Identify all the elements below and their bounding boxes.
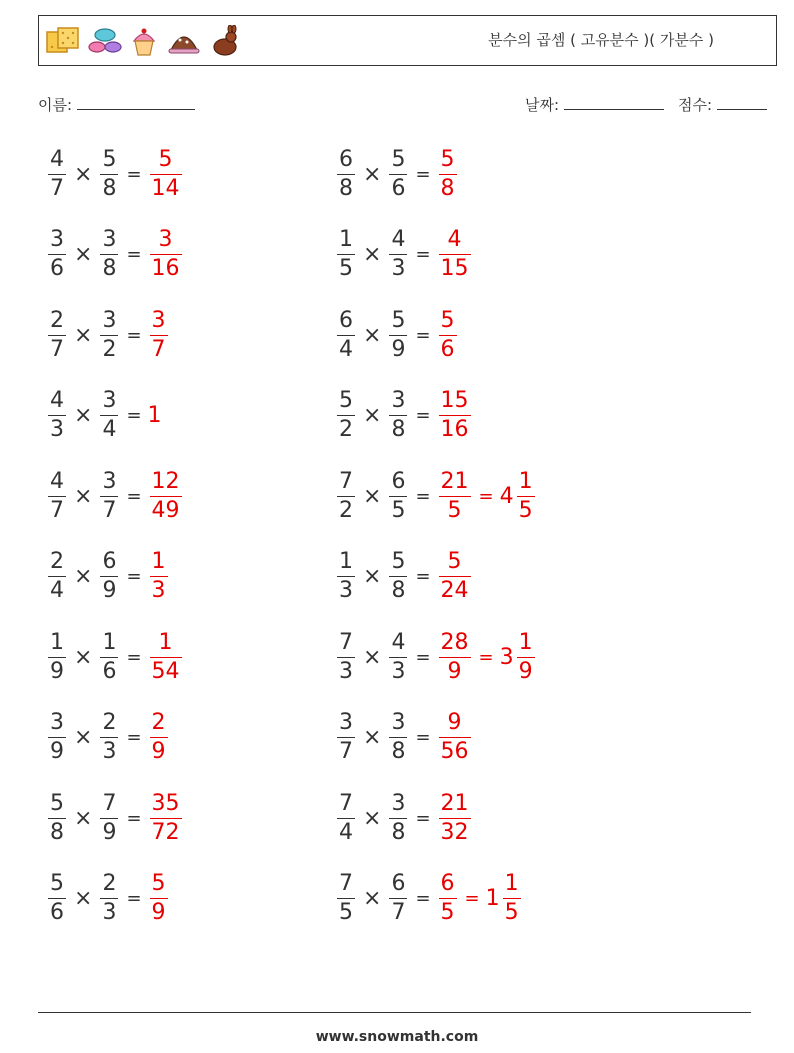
answer-fraction — [150, 146, 182, 201]
footer-url: www.snowmath.com — [315, 1029, 479, 1045]
mixed-fraction — [517, 468, 535, 523]
problem — [335, 785, 473, 851]
answer — [148, 873, 170, 924]
problem — [46, 383, 163, 449]
mixed-fraction — [503, 873, 521, 924]
second-fraction — [100, 390, 118, 441]
problem — [335, 624, 537, 690]
second-fraction-denominator: 8 — [391, 739, 406, 764]
answer — [148, 712, 170, 763]
answer-fraction-numerator: 1 — [151, 549, 166, 574]
date-label: 날짜: — [525, 96, 560, 114]
second-fraction-numerator: 5 — [102, 146, 117, 172]
first-fraction-denominator: 4 — [339, 819, 353, 845]
answer-fraction-denominator: 56 — [440, 739, 469, 764]
first-fraction-denominator: 9 — [50, 658, 64, 684]
header-box — [38, 15, 777, 66]
score-label: 점수: — [678, 96, 713, 114]
first-fraction-denominator: 5 — [339, 900, 353, 925]
second-fraction-numerator: 3 — [102, 227, 117, 252]
answer — [437, 146, 459, 201]
first-fraction — [337, 551, 355, 602]
first-fraction-denominator: 6 — [50, 256, 64, 281]
first-fraction-numerator: 1 — [339, 227, 353, 252]
answer-fraction — [439, 146, 457, 201]
first-fraction-numerator: 5 — [339, 388, 353, 413]
equals-sign: = — [126, 566, 142, 587]
first-fraction-denominator: 7 — [339, 739, 353, 764]
mixed-fraction-numerator: 1 — [504, 871, 519, 896]
answer — [437, 468, 537, 523]
second-fraction-denominator: 8 — [102, 175, 117, 201]
times-sign: × — [74, 242, 93, 267]
second-fraction-denominator: 3 — [102, 739, 117, 764]
first-fraction-numerator: 5 — [50, 790, 64, 816]
second-fraction-numerator: 6 — [102, 549, 117, 574]
first-fraction — [337, 307, 355, 362]
equals-sign: = — [415, 807, 431, 829]
first-fraction — [48, 712, 66, 763]
answer-fraction-denominator: 14 — [151, 175, 180, 201]
second-fraction-numerator: 6 — [391, 468, 406, 494]
first-fraction-denominator: 6 — [50, 900, 64, 925]
answer-fraction-denominator: 9 — [151, 739, 166, 764]
first-fraction — [337, 390, 355, 441]
first-fraction — [48, 390, 66, 441]
answer-fraction-denominator: 54 — [151, 658, 180, 684]
answer-fraction-denominator: 24 — [440, 578, 469, 603]
icon-strip — [45, 22, 241, 60]
equals-sign: = — [126, 727, 142, 748]
equals-sign: = — [126, 807, 142, 829]
chocolate-bunny-icon — [209, 25, 241, 57]
second-fraction-numerator: 7 — [102, 790, 117, 816]
mixed-fraction-denominator: 5 — [504, 900, 519, 925]
first-fraction-denominator: 8 — [50, 819, 64, 845]
second-fraction-denominator: 7 — [391, 900, 406, 925]
answer-fraction-numerator: 5 — [440, 146, 455, 172]
times-sign: × — [74, 161, 93, 187]
problem — [335, 302, 459, 368]
answer-fraction-numerator: 6 — [440, 871, 455, 896]
second-fraction-denominator: 7 — [102, 497, 117, 523]
equals-sign: = — [415, 727, 431, 748]
equals-sign: = — [126, 485, 142, 507]
answer — [437, 390, 473, 441]
second-fraction-denominator: 9 — [102, 578, 117, 603]
problem — [46, 624, 184, 690]
equals-sign: = — [126, 646, 142, 668]
problem — [46, 544, 170, 610]
times-sign: × — [74, 483, 93, 509]
equals-sign: = — [415, 163, 431, 185]
answer-fraction — [150, 229, 182, 280]
equals-sign: = — [415, 888, 431, 909]
answer-fraction-denominator: 72 — [151, 819, 180, 845]
answer — [437, 307, 459, 362]
answer-fraction-numerator: 28 — [440, 629, 469, 655]
first-fraction — [48, 146, 66, 201]
first-fraction — [48, 790, 66, 845]
answer-fraction-numerator: 5 — [447, 549, 462, 574]
second-fraction-numerator: 3 — [391, 388, 406, 413]
answer-fraction-numerator: 5 — [158, 146, 173, 172]
problem — [335, 463, 537, 529]
answer-equals-sign: = — [478, 646, 494, 668]
answer-fraction-denominator: 6 — [440, 336, 455, 362]
first-fraction-numerator: 1 — [339, 549, 353, 574]
first-fraction-numerator: 2 — [50, 549, 64, 574]
first-fraction-numerator: 3 — [339, 710, 353, 735]
second-fraction-denominator: 8 — [102, 256, 117, 281]
answer-fraction-numerator: 15 — [440, 388, 469, 413]
mixed-fraction-denominator: 5 — [518, 497, 533, 523]
first-fraction — [337, 229, 355, 280]
times-sign: × — [363, 644, 382, 670]
second-fraction — [389, 390, 407, 441]
second-fraction — [389, 146, 407, 201]
times-sign: × — [363, 805, 382, 831]
times-sign: × — [74, 322, 93, 348]
first-fraction — [337, 712, 355, 763]
second-fraction-denominator: 3 — [391, 256, 406, 281]
footer-divider — [38, 1012, 751, 1013]
equals-sign: = — [415, 566, 431, 587]
answer — [437, 229, 473, 280]
equals-sign: = — [415, 405, 431, 426]
second-fraction-denominator: 2 — [102, 336, 117, 362]
second-fraction-numerator: 3 — [102, 388, 117, 413]
problem — [46, 302, 170, 368]
second-fraction-numerator: 4 — [391, 629, 406, 655]
first-fraction — [337, 790, 355, 845]
second-fraction-numerator: 3 — [391, 710, 406, 735]
times-sign: × — [363, 322, 382, 348]
answer-fraction-denominator: 7 — [151, 336, 166, 362]
second-fraction-numerator: 5 — [391, 549, 406, 574]
second-fraction-denominator: 9 — [102, 819, 117, 845]
answer-fraction-numerator: 1 — [158, 629, 173, 655]
first-fraction-denominator: 5 — [339, 256, 353, 281]
answer-whole: 1 — [147, 403, 162, 428]
first-fraction-numerator: 4 — [50, 388, 64, 413]
answer — [148, 629, 184, 684]
answer-fraction-numerator: 3 — [158, 227, 173, 252]
first-fraction-numerator: 7 — [339, 871, 353, 896]
first-fraction-numerator: 7 — [339, 790, 353, 816]
problem — [335, 383, 473, 449]
answer-fraction-numerator: 9 — [447, 710, 462, 735]
second-fraction — [389, 307, 407, 362]
date-blank[interactable] — [564, 95, 664, 110]
answer-fraction-denominator: 8 — [440, 175, 455, 201]
times-sign: × — [74, 564, 93, 589]
times-sign: × — [363, 483, 382, 509]
second-fraction — [389, 790, 407, 845]
answer-fraction — [439, 712, 471, 763]
answer-fraction-numerator: 5 — [440, 307, 455, 333]
first-fraction-numerator: 5 — [50, 871, 64, 896]
problem — [46, 141, 184, 207]
cake-icon — [166, 26, 202, 56]
first-fraction-denominator: 7 — [50, 175, 64, 201]
answer-fraction-numerator: 21 — [440, 468, 469, 494]
equals-sign: = — [126, 244, 142, 265]
answer — [148, 307, 170, 362]
second-fraction-denominator: 6 — [391, 175, 406, 201]
equals-sign: = — [126, 163, 142, 185]
answer-fraction — [150, 629, 182, 684]
second-fraction-numerator: 5 — [391, 146, 406, 172]
second-fraction — [389, 551, 407, 602]
second-fraction — [100, 229, 118, 280]
answer-equals-sign: = — [464, 888, 480, 909]
answer-fraction — [150, 307, 168, 362]
first-fraction — [337, 146, 355, 201]
answer-fraction-denominator: 15 — [440, 256, 469, 281]
first-fraction-denominator: 2 — [339, 417, 353, 442]
first-fraction-denominator: 2 — [339, 497, 353, 523]
answer-fraction-denominator: 5 — [440, 900, 455, 925]
first-fraction-numerator: 1 — [50, 629, 64, 655]
second-fraction-denominator: 8 — [391, 417, 406, 442]
date-field — [525, 94, 664, 115]
first-fraction-denominator: 7 — [50, 336, 64, 362]
second-fraction-numerator: 5 — [391, 307, 406, 333]
second-fraction-numerator: 3 — [102, 307, 117, 333]
answer-fraction-numerator: 3 — [151, 307, 166, 333]
problem — [46, 222, 184, 288]
answer — [148, 468, 184, 523]
second-fraction — [389, 229, 407, 280]
second-fraction-denominator: 8 — [391, 819, 406, 845]
problem — [335, 544, 473, 610]
first-fraction — [337, 629, 355, 684]
equals-sign: = — [415, 324, 431, 346]
times-sign: × — [74, 805, 93, 831]
macaron-icon — [88, 26, 122, 56]
second-fraction-numerator: 3 — [391, 790, 406, 816]
times-sign: × — [74, 725, 93, 750]
answer-fraction — [150, 712, 168, 763]
first-fraction — [48, 873, 66, 924]
score-field — [678, 94, 767, 115]
answer-fraction-numerator: 2 — [151, 710, 166, 735]
times-sign: × — [363, 403, 382, 428]
second-fraction-denominator: 5 — [391, 497, 406, 523]
answer-fraction — [150, 551, 168, 602]
answer — [148, 146, 184, 201]
equals-sign: = — [126, 405, 142, 426]
times-sign: × — [363, 161, 382, 187]
answer — [148, 229, 184, 280]
first-fraction-denominator: 7 — [50, 497, 64, 523]
problem — [46, 463, 184, 529]
problem — [335, 866, 523, 932]
first-fraction-numerator: 3 — [50, 710, 64, 735]
answer-fraction-denominator: 49 — [151, 497, 180, 523]
answer-fraction-denominator: 9 — [151, 900, 166, 925]
mixed-fraction-numerator: 1 — [518, 629, 533, 655]
answer-fraction-denominator: 16 — [151, 256, 180, 281]
times-sign: × — [74, 403, 93, 428]
second-fraction — [100, 790, 118, 845]
answer-fraction — [150, 873, 168, 924]
times-sign: × — [363, 242, 382, 267]
equals-sign: = — [126, 888, 142, 909]
answer — [148, 551, 170, 602]
first-fraction-denominator: 3 — [339, 578, 353, 603]
times-sign: × — [74, 886, 93, 911]
answer-fraction — [439, 390, 471, 441]
answer — [148, 403, 163, 428]
first-fraction — [48, 307, 66, 362]
answer — [437, 629, 537, 684]
answer-fraction-numerator: 21 — [440, 790, 469, 816]
second-fraction — [100, 629, 118, 684]
second-fraction — [389, 468, 407, 523]
times-sign: × — [363, 564, 382, 589]
second-fraction — [100, 551, 118, 602]
second-fraction — [100, 873, 118, 924]
answer — [437, 790, 473, 845]
first-fraction-numerator: 7 — [339, 629, 353, 655]
times-sign: × — [363, 886, 382, 911]
answer-fraction — [439, 629, 471, 684]
first-fraction-denominator: 4 — [339, 336, 353, 362]
second-fraction-numerator: 3 — [102, 468, 117, 494]
answer-fraction-denominator: 9 — [439, 657, 471, 683]
answer-fraction-numerator: 12 — [151, 468, 180, 494]
first-fraction-denominator: 8 — [339, 175, 353, 201]
first-fraction-numerator: 6 — [339, 146, 353, 172]
answer-fraction-numerator: 35 — [151, 790, 180, 816]
answer-fraction — [439, 551, 471, 602]
second-fraction-denominator: 3 — [102, 900, 117, 925]
second-fraction — [100, 146, 118, 201]
answer-fraction — [150, 790, 182, 845]
first-fraction — [48, 629, 66, 684]
first-fraction — [48, 229, 66, 280]
mixed-whole: 1 — [485, 886, 500, 911]
answer-fraction — [439, 873, 457, 924]
second-fraction-denominator: 4 — [102, 417, 117, 442]
name-blank[interactable] — [77, 95, 195, 110]
cupcake-icon — [129, 25, 159, 57]
problem — [46, 866, 170, 932]
answer-fraction-denominator: 16 — [440, 417, 469, 442]
answer-fraction — [439, 229, 471, 280]
equals-sign: = — [415, 646, 431, 668]
first-fraction-numerator: 6 — [339, 307, 353, 333]
problem — [335, 222, 473, 288]
answer-fraction-numerator: 4 — [447, 227, 462, 252]
answer — [437, 551, 473, 602]
second-fraction-numerator: 1 — [102, 629, 117, 655]
answer-fraction-denominator: 3 — [151, 578, 166, 603]
answer-fraction — [150, 468, 182, 523]
second-fraction-numerator: 2 — [102, 871, 117, 896]
first-fraction-denominator: 3 — [339, 658, 353, 684]
times-sign: × — [363, 725, 382, 750]
answer-fraction-denominator: 5 — [439, 496, 471, 522]
mixed-whole: 4 — [499, 483, 514, 509]
worksheet-title: 분수의 곱셈 ( 고유분수 )( 가분수 ) — [488, 31, 714, 49]
second-fraction-denominator: 8 — [391, 578, 406, 603]
second-fraction — [100, 712, 118, 763]
name-label: 이름: — [38, 96, 73, 114]
second-fraction-denominator: 6 — [102, 658, 117, 684]
second-fraction — [389, 712, 407, 763]
second-fraction — [100, 307, 118, 362]
second-fraction-denominator: 9 — [391, 336, 406, 362]
answer-equals-sign: = — [478, 485, 494, 507]
answer-fraction-numerator: 5 — [151, 871, 166, 896]
answer — [437, 873, 523, 924]
mixed-fraction-numerator: 1 — [518, 468, 533, 494]
first-fraction — [48, 468, 66, 523]
first-fraction — [48, 551, 66, 602]
first-fraction-denominator: 9 — [50, 739, 64, 764]
first-fraction — [337, 468, 355, 523]
answer-fraction — [439, 790, 471, 845]
first-fraction-denominator: 4 — [50, 578, 64, 603]
answer-fraction — [439, 307, 457, 362]
times-sign: × — [74, 644, 93, 670]
mixed-fraction — [517, 629, 535, 684]
second-fraction-numerator: 2 — [102, 710, 117, 735]
second-fraction — [100, 468, 118, 523]
cracker-icon — [45, 26, 81, 56]
second-fraction-numerator: 6 — [391, 871, 406, 896]
first-fraction-numerator: 2 — [50, 307, 64, 333]
mixed-whole: 3 — [499, 644, 514, 670]
equals-sign: = — [126, 324, 142, 346]
answer-fraction — [439, 468, 471, 523]
answer — [437, 712, 473, 763]
equals-sign: = — [415, 485, 431, 507]
answer-fraction-denominator: 32 — [440, 819, 469, 845]
second-fraction-numerator: 4 — [391, 227, 406, 252]
first-fraction-numerator: 3 — [50, 227, 64, 252]
first-fraction-numerator: 4 — [50, 146, 64, 172]
second-fraction — [389, 629, 407, 684]
answer — [148, 790, 184, 845]
mixed-fraction-denominator: 9 — [518, 658, 533, 684]
problem — [46, 705, 170, 771]
first-fraction-denominator: 3 — [50, 417, 64, 442]
problem — [46, 785, 184, 851]
problem — [335, 705, 473, 771]
first-fraction-numerator: 7 — [339, 468, 353, 494]
second-fraction-denominator: 3 — [391, 658, 406, 684]
equals-sign: = — [415, 244, 431, 265]
problem — [335, 141, 459, 207]
second-fraction — [389, 873, 407, 924]
first-fraction — [337, 873, 355, 924]
name-field — [38, 94, 195, 115]
first-fraction-numerator: 4 — [50, 468, 64, 494]
score-blank[interactable] — [717, 95, 767, 110]
